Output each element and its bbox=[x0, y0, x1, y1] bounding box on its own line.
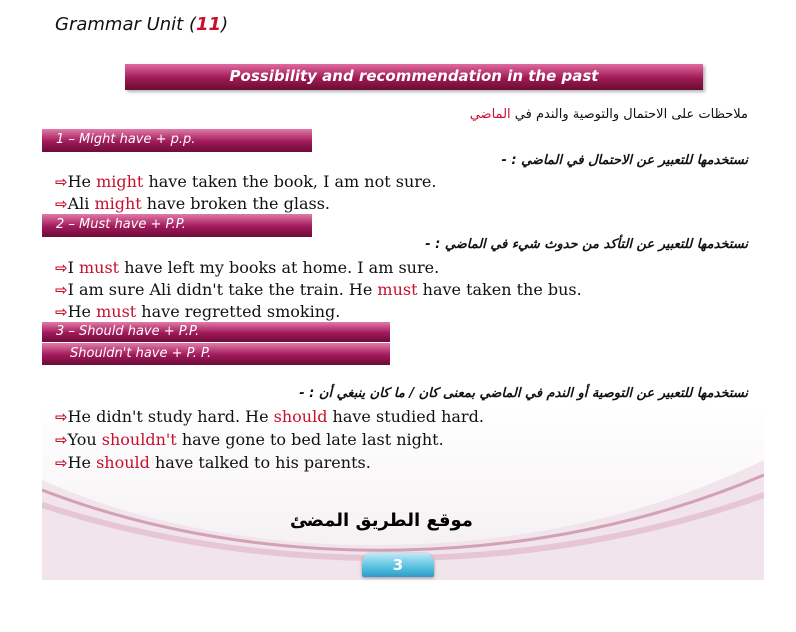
section-heading-must: 2 – Must have + P.P. bbox=[42, 214, 312, 237]
arrow-icon: ⇨ bbox=[55, 408, 68, 426]
intro-highlight: الماضي bbox=[469, 107, 511, 122]
arrow-icon: ⇨ bbox=[55, 173, 68, 191]
topic-banner bbox=[125, 64, 703, 90]
arrow-icon: ⇨ bbox=[55, 259, 68, 277]
arrow-icon: ⇨ bbox=[55, 431, 68, 449]
example-line: ⇨I must have left my books at home. I am sure. bbox=[55, 258, 440, 277]
section-heading-should: 3 – Should have + P.P. bbox=[42, 322, 390, 342]
example-line: ⇨You shouldn't have gone to bed late last night. bbox=[55, 430, 444, 449]
section-note-must: نستخدمها للتعبير عن التأكد من حدوث شيء في الماضي : - bbox=[425, 237, 748, 252]
arrow-icon: ⇨ bbox=[55, 303, 68, 321]
arrow-icon: ⇨ bbox=[55, 281, 68, 299]
arrow-icon: ⇨ bbox=[55, 195, 68, 213]
section-note-might: نستخدمها للتعبير عن الاحتمال في الماضي : - bbox=[501, 153, 748, 168]
example-line: ⇨I am sure Ali didn't take the train. He must have taken the bus. bbox=[55, 280, 582, 299]
site-name: موقع الطريق المضئ bbox=[290, 510, 473, 531]
section-heading-might: 1 – Might have + p.p. bbox=[42, 129, 312, 152]
topic-banner-text: Possibility and recommendation in the past bbox=[229, 67, 599, 85]
arrow-icon: ⇨ bbox=[55, 454, 68, 472]
page-number-tab: 3 bbox=[362, 553, 434, 577]
section-heading-shouldnt: Shouldn't have + P. P. bbox=[42, 343, 390, 365]
example-line: ⇨Ali might have broken the glass. bbox=[55, 194, 331, 213]
intro-note: ملاحظات على الاحتمال والتوصية والندم في الماضي bbox=[469, 107, 748, 122]
example-line: ⇨He should have talked to his parents. bbox=[55, 453, 371, 472]
example-line: ⇨He didn't study hard. He should have studied hard. bbox=[55, 407, 484, 426]
example-line: ⇨He must have regretted smoking. bbox=[55, 302, 341, 321]
section-note-should: نستخدمها للتعبير عن التوصية أو الندم في الماضي بمعنى كان / ما كان ينبغي أن : - bbox=[299, 386, 748, 401]
example-line: ⇨He might have taken the book, I am not sure. bbox=[55, 172, 437, 191]
page-title: Grammar Unit (11) bbox=[55, 14, 229, 35]
unit-number: 11 bbox=[196, 14, 222, 35]
